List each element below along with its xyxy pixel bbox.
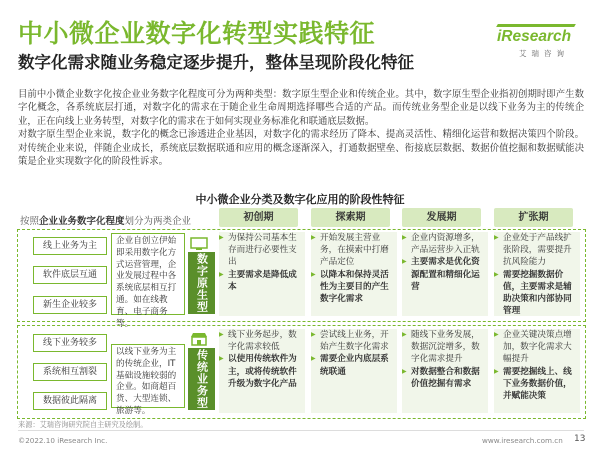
table-title: 中小微企业分类及数字化应用的阶段性特征	[195, 193, 405, 206]
phase-header-expansion: 扩张期	[494, 208, 573, 227]
list-item: ▶ 需要挖掘线上、线下业务数据价值，并赋能决策	[494, 366, 580, 403]
list-item: ▶ 开始发展主营业务，在摸索中打磨产品定位	[311, 232, 397, 269]
logo-word: iResearch	[497, 28, 572, 45]
list-item: ▶ 主要需求是降低成本	[219, 269, 305, 293]
phase-header-startup: 初创期	[219, 208, 298, 227]
native-exploration-cell	[311, 232, 397, 316]
phase-header-exploration: 探索期	[311, 208, 390, 227]
tag-software-interop: 软件底层互通	[33, 266, 107, 284]
intro-paragraph: 对数字原生型企业来说，数字化的概念已渗透进企业基因，对数字化的需求经历了降本、提高灵活性、精细化运营和数据决策四个阶段。对传统企业来说，伴随企业成长，系统底层数据联通和应用的概念逐渐深入，打通数据壁垒、衔接底层数据、数据价值挖掘和数据赋能决策是企业实现数字化的阶段性诉求。	[18, 129, 584, 168]
traditional-description: 以线下业务为主的传统企业，IT基础设施较弱的企业。如商超百货、大型连锁、旅游等。	[111, 344, 185, 408]
intro-text	[18, 88, 584, 168]
tag-new-companies: 新生企业较多	[33, 296, 107, 314]
digital-native-type-label: 数字原生型	[188, 252, 215, 314]
page-subtitle: 数字化需求随业务稳定逐步提升，整体呈现阶段化特征	[18, 53, 414, 72]
footer-divider	[18, 430, 584, 431]
list-item: ▶ 为保持公司基本生存而进行必要性支出	[219, 232, 305, 269]
list-item: ▶ 企业内资源增多，产品运营步入正轨	[402, 232, 488, 256]
native-development-cell	[402, 232, 488, 316]
logo-tagline: 艾瑞咨询	[519, 49, 569, 58]
list-item: ▶ 以使用传统软件为主，或将传统软件升级为数字化产品	[219, 353, 305, 390]
tag-online-business: 线上业务为主	[33, 237, 107, 255]
monitor-icon	[188, 236, 210, 250]
page-number: 13	[574, 434, 586, 444]
native-expansion-cell	[494, 232, 580, 316]
list-item: ▶ 随线下业务发展，数据沉淀增多，数字化需求提升	[402, 329, 488, 366]
list-item: ▶ 尝试线上业务，开始产生数字化需求	[311, 329, 397, 353]
tag-data-isolated: 数据彼此隔离	[33, 392, 107, 410]
list-item: ▶ 企业处于产品线扩张阶段，需要提升抗风险能力	[494, 232, 580, 269]
source-note: 来源：艾瑞咨询研究院自主研究及绘制。	[18, 420, 148, 429]
traditional-type-label: 传统业务型	[188, 348, 215, 410]
website-link[interactable]: www.iresearch.com.cn	[482, 436, 563, 445]
store-icon	[188, 331, 210, 345]
list-item: ▶ 以降本和保持灵活性为主要目的产生数字化需求	[311, 269, 397, 306]
copyright: ©2022.10 iResearch Inc.	[18, 436, 108, 445]
list-item: ▶ 主要需求是优化资源配置和精细化运营	[402, 256, 488, 293]
traditional-expansion-cell	[494, 329, 580, 413]
phase-header-development: 发展期	[402, 208, 481, 227]
list-item: ▶ 需要企业内底层系统联通	[311, 353, 397, 377]
iresearch-logo	[497, 22, 592, 62]
intro-paragraph: 目前中小微企业数字化按企业业务数字化程度可分为两种类型：数字原生型企业和传统企业。其中，数字原生型企业指初创期时即产生数字化概念，各系统底层打通，对数字化的需求在于随企业生命周期选择哪些合适的产品。而传统业务型企业是以线下业务为主的传统企业，正在向线上业务转型，对数字化的需求在于如何实现业务标准化和联通底层数据。	[18, 89, 584, 127]
traditional-exploration-cell	[311, 329, 397, 413]
digital-native-description: 企业自创立伊始即采用数字化方式运营管理，企业发展过程中各系统底层相互打通。如在线教育、电子商务等。	[111, 233, 185, 315]
native-startup-cell	[219, 232, 305, 316]
list-item: ▶ 对数据整合和数据价值挖掘有需求	[402, 366, 488, 390]
logo-bar	[496, 24, 576, 27]
tag-offline-business: 线下业务较多	[33, 334, 107, 352]
list-item: ▶ 需要挖掘数据价值，主要需求是辅助决策和内部协同管理	[494, 269, 580, 318]
tag-systems-split: 系统相互割裂	[33, 363, 107, 381]
list-item: ▶ 企业关键决策点增加，数字化需求大幅提升	[494, 329, 580, 366]
page-title: 中小微企业数字化转型实践特征	[18, 19, 376, 48]
traditional-startup-cell	[219, 329, 305, 413]
traditional-development-cell	[402, 329, 488, 413]
section-label: 按照企业业务数字化程度划分为两类企业	[20, 216, 192, 227]
list-item: ▶ 线下业务起步，数字化需求较低	[219, 329, 305, 353]
